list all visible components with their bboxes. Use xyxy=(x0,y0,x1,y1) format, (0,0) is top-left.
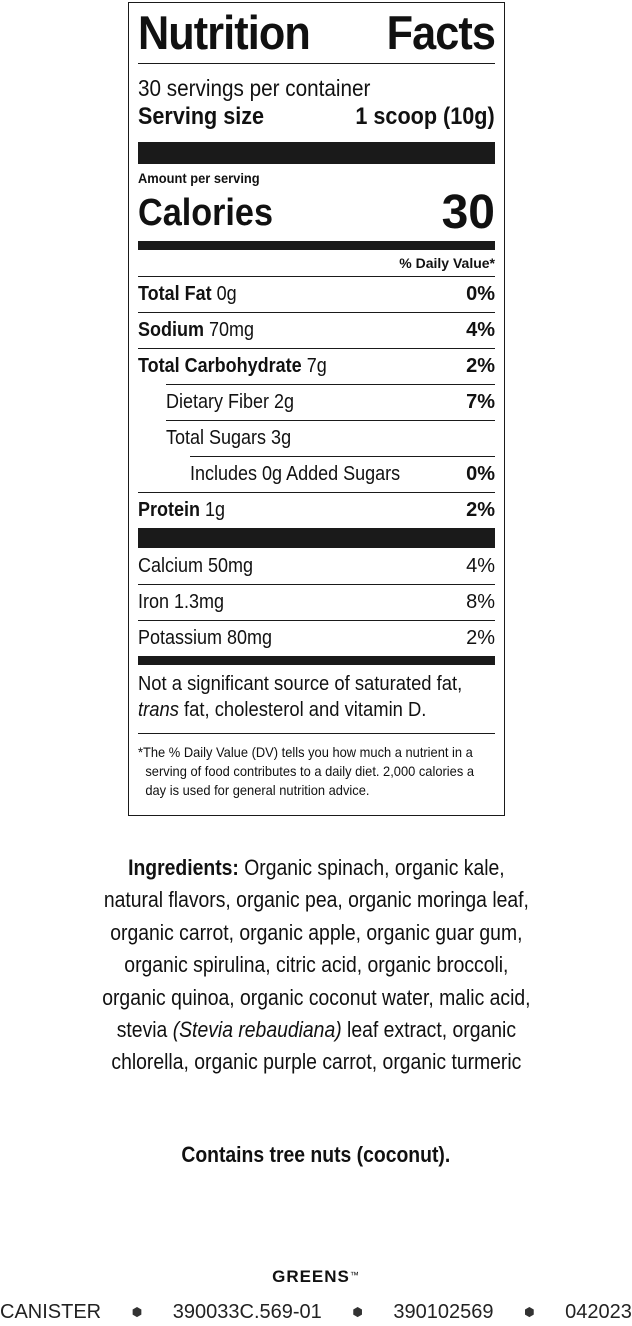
not-significant-line1: Not a significant source of saturated fat, xyxy=(138,673,463,695)
allergen-text: Contains tree nuts (coconut). xyxy=(181,1142,451,1167)
brand-text: GREENS xyxy=(272,1267,350,1286)
ingredients-statement xyxy=(100,852,532,1079)
not-significant-line2: fat, cholesterol and vitamin D. xyxy=(178,699,427,721)
nutrient-dv: 0% xyxy=(466,283,495,305)
nutrient-name: Total Sugars 3g xyxy=(166,426,292,449)
serving-size-row xyxy=(138,102,495,132)
mineral-dv: 8% xyxy=(466,591,495,613)
code-item-number: 390102569 xyxy=(393,1301,494,1323)
nutrient-row-dietary-fiber xyxy=(138,384,495,420)
nutrient-name: Protein xyxy=(138,499,201,521)
ingredients-text-1: Organic spinach, organic kale, natural flavors, organic pea, organic moringa leaf, organic carrot, organic apple, organic guar gum, organic spirulina, citric acid, organic broccoli, organic quinoa, organic coconut water, malic acid, stevia xyxy=(101,855,531,1043)
mineral-dv: 2% xyxy=(466,627,495,649)
serving-size-value: 1 scoop (10g) xyxy=(355,103,495,130)
calories-row xyxy=(138,187,495,239)
nutrient-amount: 0g xyxy=(211,283,237,305)
nutrient-dv: 2% xyxy=(466,355,495,377)
calories-label: Calories xyxy=(138,192,273,234)
thick-divider-vitamins xyxy=(138,528,495,548)
nutrient-row-protein xyxy=(138,492,495,528)
title-nutrition: Nutrition xyxy=(138,6,310,59)
nutrient-name: Sodium xyxy=(138,319,205,341)
ingredients-italic: (Stevia rebaudiana) xyxy=(172,1017,342,1043)
product-codes xyxy=(0,1299,632,1325)
mineral-name: Calcium 50mg xyxy=(138,554,254,577)
mineral-name: Potassium 80mg xyxy=(138,627,273,649)
mineral-dv: 4% xyxy=(466,554,495,577)
brand-name xyxy=(0,1266,632,1288)
nutrient-row-sodium xyxy=(138,312,495,348)
mineral-row-iron xyxy=(138,584,495,620)
medium-divider-bottom xyxy=(138,656,495,665)
nutrient-amount: 7g xyxy=(301,355,327,377)
medium-divider xyxy=(138,241,495,250)
ingredients-label: Ingredients: xyxy=(127,855,239,880)
footnote-divider xyxy=(138,733,495,734)
hexagon-icon: ⬢ xyxy=(524,1305,535,1319)
daily-value-footnote: *The % Daily Value (DV) tells you how much a nutrient in a serving of food contributes to a daily diet. 2,000 calories a day is used for general nutrition advice. xyxy=(138,744,475,798)
ingredients-text-2: leaf extract, organic chlorella, organic purple carrot, organic turmeric xyxy=(111,1017,521,1075)
trans-italic: trans xyxy=(138,699,179,721)
code-part-number: 390033C.569-01 xyxy=(172,1301,322,1323)
nutrient-amount: 70mg xyxy=(204,319,255,341)
serving-size-label: Serving size xyxy=(138,103,265,130)
nutrient-name: Total Fat xyxy=(138,283,212,305)
code-canister: CANISTER xyxy=(0,1301,102,1323)
nutrient-row-total-sugars xyxy=(138,420,495,456)
mineral-row-calcium xyxy=(138,548,495,584)
nutrient-name: Includes 0g Added Sugars xyxy=(190,462,401,485)
nutrient-name: Total Carbohydrate xyxy=(138,355,302,377)
nutrient-row-added-sugars xyxy=(138,456,495,492)
trademark-symbol: ™ xyxy=(349,1270,360,1280)
nutrient-dv: 2% xyxy=(466,499,495,521)
title-facts: Facts xyxy=(386,6,496,59)
nutrient-amount: 1g xyxy=(200,499,226,521)
not-significant-statement xyxy=(138,671,493,723)
nutrient-dv: 0% xyxy=(466,462,495,485)
calories-value: 30 xyxy=(441,186,495,239)
mineral-row-potassium xyxy=(138,620,495,656)
amount-per-serving: Amount per serving xyxy=(138,170,260,186)
code-date: 042023 xyxy=(565,1301,632,1323)
hexagon-icon: ⬢ xyxy=(131,1305,143,1319)
nutrient-dv: 4% xyxy=(466,319,495,341)
daily-value-header: % Daily Value* xyxy=(399,255,495,271)
nutrient-row-total-carbohydrate xyxy=(138,348,495,384)
nutrient-row-total-fat xyxy=(138,276,495,312)
thick-divider xyxy=(138,142,495,164)
nutrient-name: Dietary Fiber 2g xyxy=(166,390,295,413)
nutrition-facts-panel xyxy=(128,2,505,816)
mineral-name: Iron 1.3mg xyxy=(138,591,225,613)
nutrition-facts-title xyxy=(138,3,495,63)
allergen-statement xyxy=(0,1140,632,1170)
servings-per-container: 30 servings per container xyxy=(138,75,371,101)
nutrient-dv: 7% xyxy=(466,390,495,413)
hexagon-icon: ⬢ xyxy=(352,1305,363,1319)
title-divider xyxy=(138,63,495,64)
